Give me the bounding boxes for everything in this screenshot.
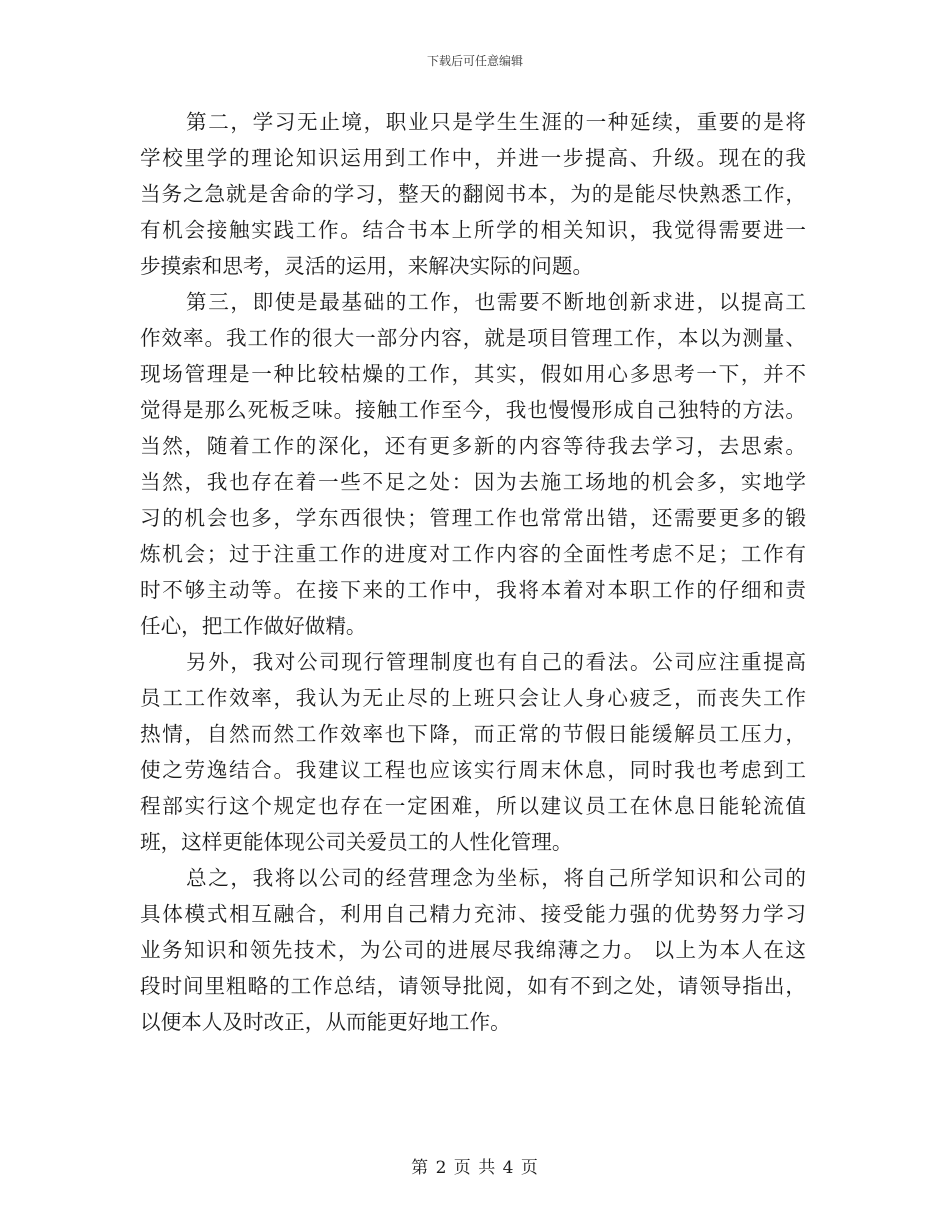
paragraph [140,860,806,1040]
text-line: 热情，自然而然工作效率也下降，而正常的节假日能缓解员工压力， [140,722,806,746]
text-line: 第二，学习无止境，职业只是学生生涯的一种延续，重要的是将 [186,110,806,134]
text-line: 段时间里粗略的工作总结，请领导批阅，如有不到之处，请领导指出， [140,974,806,998]
text-line: 学校里学的理论知识运用到工作中，并进一步提高、升级。现在的我 [140,146,806,170]
text-line: 当然，随着工作的深化，还有更多新的内容等待我去学习，去思索。 [140,434,806,458]
text-line: 员工工作效率，我认为无止尽的上班只会让人身心疲乏，而丧失工作 [140,686,806,710]
text-line: 现场管理是一种比较枯燥的工作，其实，假如用心多思考一下，并不 [140,362,806,386]
text-line: 炼机会；过于注重工作的进度对工作内容的全面性考虑不足；工作有 [140,542,806,566]
text-line: 第三，即使是最基础的工作，也需要不断地创新求进，以提高工 [186,290,806,314]
text-line: 作效率。我工作的很大一部分内容，就是项目管理工作，本以为测量、 [140,326,806,350]
text-line: 以便本人及时改正，从而能更好地工作。 [140,1010,511,1034]
page-header-note: 下载后可任意编辑 [426,54,523,68]
paragraph [140,104,806,284]
text-line: 觉得是那么死板乏味。接触工作至今，我也慢慢形成自己独特的方法。 [140,398,806,422]
text-line: 步摸索和思考，灵活的运用，来解决实际的问题。 [140,254,594,278]
text-line: 业务知识和领先技术，为公司的进展尽我绵薄之力。 以上为本人在这 [140,938,806,962]
text-line: 当务之急就是舍命的学习，整天的翻阅书本，为的是能尽快熟悉工作， [140,182,806,206]
text-line: 具体模式相互融合，利用自己精力充沛、接受能力强的优势努力学习 [140,902,806,926]
text-line: 总之，我将以公司的经营理念为坐标，将自己所学知识和公司的 [186,866,806,890]
paragraph [140,284,806,644]
text-line: 另外，我对公司现行管理制度也有自己的看法。公司应注重提高 [186,650,806,674]
page-number-footer: 第 2 页 共 4 页 [411,1158,539,1178]
text-line: 任心，把工作做好做精。 [140,614,367,638]
text-line: 使之劳逸结合。我建议工程也应该实行周末休息，同时我也考虑到工 [140,758,806,782]
text-line: 班，这样更能体现公司关爱员工的人性化管理。 [140,830,573,854]
text-line: 习的机会也多，学东西很快；管理工作也常常出错，还需要更多的锻 [140,506,806,530]
document-body [140,104,806,1040]
text-line: 时不够主动等。在接下来的工作中，我将本着对本职工作的仔细和责 [140,578,806,602]
paragraph [140,644,806,860]
text-line: 当然，我也存在着一些不足之处：因为去施工场地的机会多，实地学 [140,470,806,494]
text-line: 程部实行这个规定也存在一定困难，所以建议员工在休息日能轮流值 [140,794,806,818]
text-line: 有机会接触实践工作。结合书本上所学的相关知识，我觉得需要进一 [140,218,806,242]
